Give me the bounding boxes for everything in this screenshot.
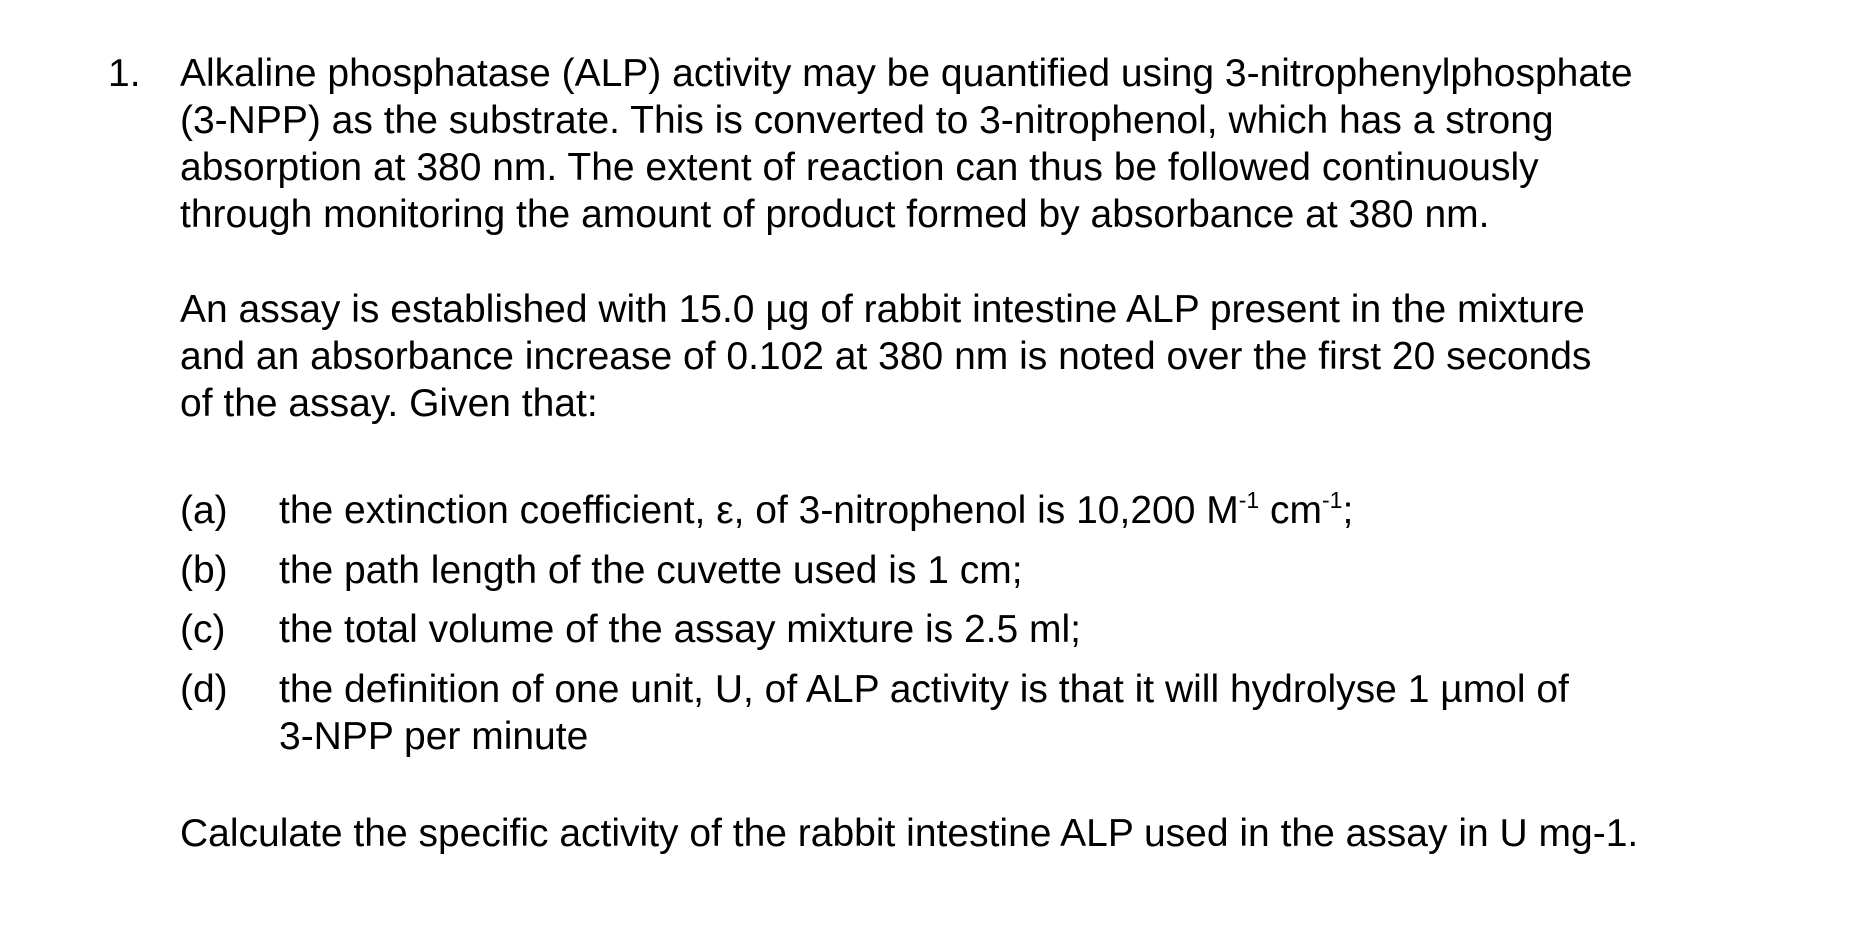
assay-line: and an absorbance increase of 0.102 at 380 nm is noted over the first 20 seconds (180, 335, 1592, 378)
item-label: (c) (180, 608, 226, 651)
item-label: (a) (180, 489, 228, 532)
intro-line: (3-NPP) as the substrate. This is converted to 3-nitrophenol, which has a strong (180, 99, 1554, 142)
item-label: (b) (180, 549, 228, 592)
item-text-line: the definition of one unit, U, of ALP activity is that it will hydrolyse 1 µmol of (279, 668, 1569, 711)
item-text-line: 3-NPP per minute (279, 715, 589, 758)
question-number: 1. (108, 52, 141, 95)
item-text-part: the extinction coefficient, ε, of 3-nitrophenol is 10,200 M (279, 489, 1239, 532)
item-label: (d) (180, 668, 228, 711)
intro-line: Alkaline phosphatase (ALP) activity may be quantified using 3-nitrophenylphosphate (180, 52, 1633, 95)
item-text (279, 487, 1353, 534)
intro-line: through monitoring the amount of product formed by absorbance at 380 nm. (180, 193, 1490, 236)
item-text: the total volume of the assay mixture is 2.5 ml; (279, 608, 1082, 651)
intro-line: absorption at 380 nm. The extent of reaction can thus be followed continuously (180, 146, 1539, 189)
item-text-part: ; (1342, 489, 1354, 532)
intro-paragraph (180, 50, 1633, 238)
final-question: Calculate the specific activity of the rabbit intestine ALP used in the assay in U mg-1. (180, 812, 1639, 855)
superscript: -1 (1238, 487, 1260, 513)
item-text (279, 666, 1569, 760)
assay-line: An assay is established with 15.0 µg of rabbit intestine ALP present in the mixture (180, 288, 1585, 331)
item-text: the path length of the cuvette used is 1 cm; (279, 549, 1023, 592)
assay-paragraph (180, 286, 1591, 427)
item-text-part: cm (1259, 489, 1323, 532)
superscript: -1 (1322, 487, 1343, 513)
assay-line: of the assay. Given that: (180, 382, 598, 425)
